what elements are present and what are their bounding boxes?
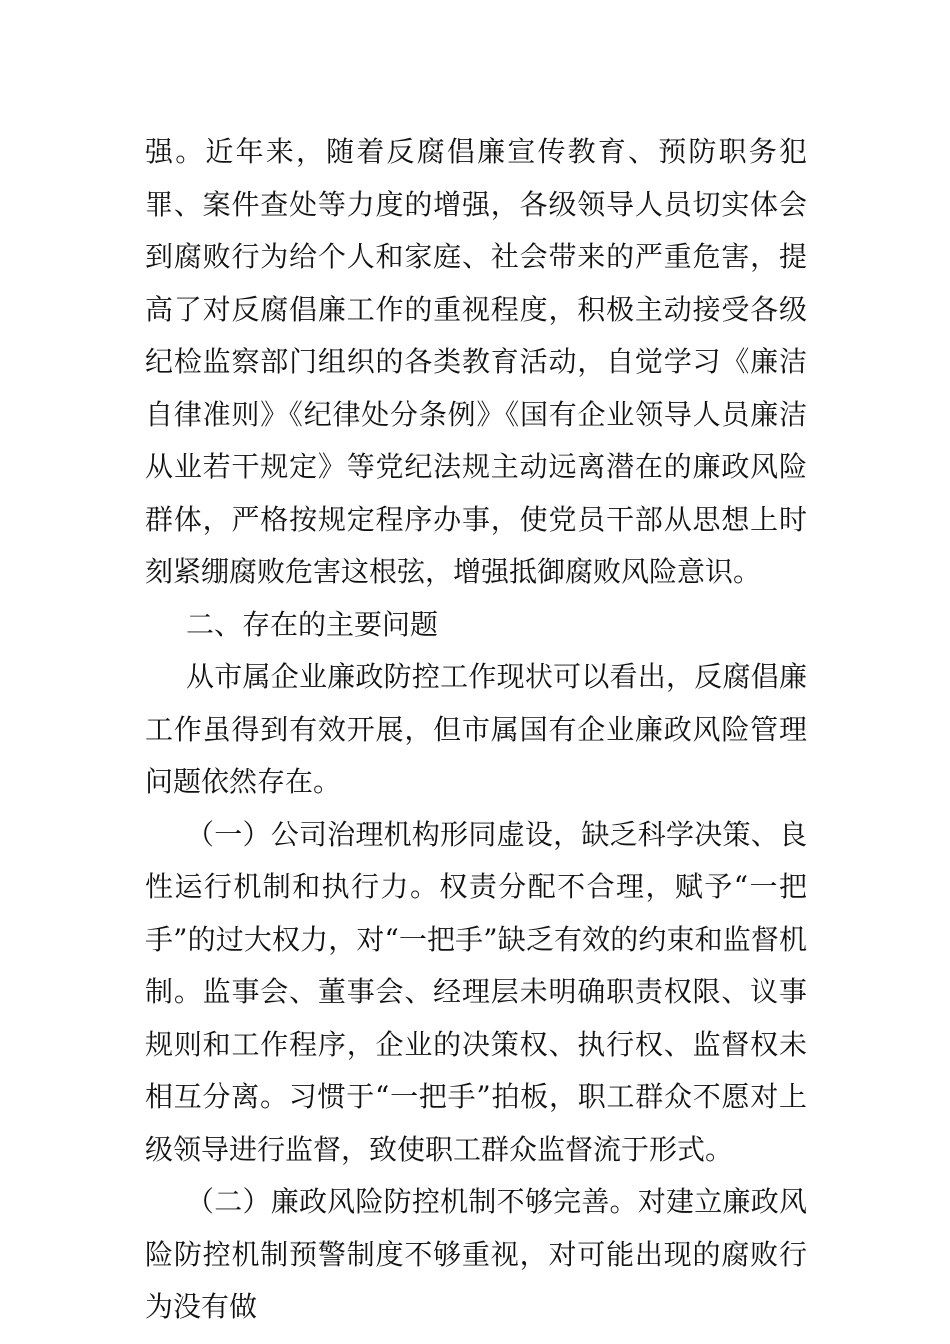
paragraph-item-1: （一）公司治理机构形同虚设，缺乏科学决策、良性运行机制和执行力。权责分配不合理，赋予“一把手”的过大权力，对“一把手”缺乏有效的约束和监督机制。监事会、董事会、经理层未明确职责权限、议事规则和工作程序，企业的决策权、执行权、监督权未相互分离。习惯于“一把手”拍板，职工群众不愿对上级领导进行监督，致使职工群众监督流于形式。: [145, 817, 807, 1166]
section-heading: 二、存在的主要问题: [186, 607, 439, 641]
paragraph-continuation: 强。近年来，随着反腐倡廉宣传教育、预防职务犯罪、案件查处等力度的增强，各级领导人员切实体会到腐败行为给个人和家庭、社会带来的严重危害，提高了对反腐倡廉工作的重视程度，积极主动接受各级纪检监察部门组织的各类教育活动，自觉学习《廉洁自律准则》《纪律处分条例》《国有企业领导人员廉洁从业若干规定》等党纪法规主动远离潜在的廉政风险群体，严格按规定程序办事，使党员干部从思想上时刻紧绷腐败危害这根弦，增强抵御腐败风险意识。: [145, 135, 807, 588]
paragraph-item-2: （二）廉政风险防控机制不够完善。对建立廉政风险防控机制预警制度不够重视，对可能出现的腐败行为没有做: [145, 1185, 807, 1323]
document-body: [145, 126, 807, 1334]
paragraph-intro: 从市属企业廉政防控工作现状可以看出，反腐倡廉工作虽得到有效开展，但市属国有企业廉政风险管理问题依然存在。: [145, 660, 807, 798]
